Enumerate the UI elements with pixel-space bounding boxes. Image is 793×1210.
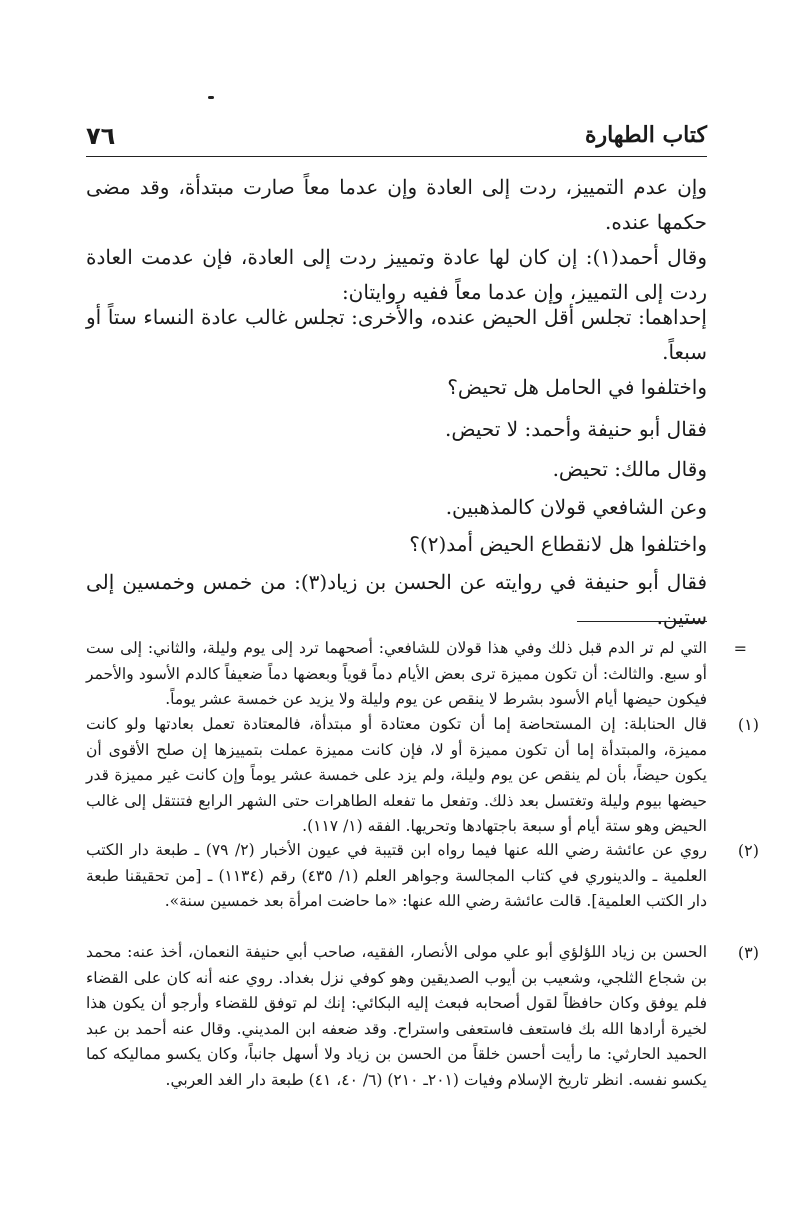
footnote-1 [86, 712, 759, 840]
footnote-number: (٣) [737, 943, 759, 962]
main-paragraph-2: وقال أحمد(١): إن كان لها عادة وتمييز ردت إلى العادة، فإن عدمت العادة ردت إلى التمييز، وإن عدما معاً ففيه روايتان: [86, 245, 708, 304]
footnote-text: روي عن عائشة رضي الله عنها فيما رواه ابن قتيبة في عيون الأخبار (٢/ ٧٩) ـ طبعة دار الكتب العلمية ـ والدينوري في كتاب المجالسة وجواهر العلم (١/ ٤٣٥) رقم (١١٣٤) ـ [من تحقيقنا طبعة دار الكتب العلمية]. قالت عائشة رضي الله عنها: «ما حاضت امرأة بعد خمسين سنة». [86, 841, 707, 910]
continuation-mark: = [733, 639, 747, 658]
main-paragraph-6: وقال مالك: تحيض. [552, 457, 707, 481]
main-paragraph-3: إحداهما: تجلس أقل الحيض عنده، والأخرى: تجلس غالب عادة النساء ستاً أو سبعاً. [86, 305, 707, 364]
footnote-continuation [86, 636, 747, 713]
page-number: ٧٦ [86, 122, 116, 150]
footnote-text: قال الحنابلة: إن المستحاضة إما أن تكون معتادة أو مبتدأة، فالمعتادة تعمل بعادتها ولو كانت مميزة، والمبتدأة إما أن تكون مميزة أو لا، فإن كانت مميزة عملت بتمييزها إن صلح الأقوى أن يكون حيضاً، بأن لم ينقص عن يوم وليلة، ولم يزد على خمسة عشر يوماً وإن كانت غير مميزة قدر حيضها بيوم وليلة وتغتسل بعد ذلك. وتفعل ما تفعله الطاهرات حتى الشهر الرابع فتنتقل إلى غالب الحيض وهو ستة أيام أو سبعة باجتهادها وتحريها. الفقه (١/ ١١٧). [86, 715, 707, 835]
main-paragraph-8: واختلفوا هل لانقطاع الحيض أمد(٢)؟ [409, 532, 707, 556]
page-header [86, 120, 707, 157]
main-paragraph-7: وعن الشافعي قولان كالمذهبين. [445, 495, 707, 519]
book-title: كتاب الطهارة [584, 122, 707, 148]
footnote-continuation-text: التي لم تر الدم قبل ذلك وفي هذا قولان للشافعي: أصحهما ترد إلى يوم وليلة، والثاني: إلى ست أو سبع. والثالث: أن تكون مميزة ترى بعض الأيام دماً قوياً وبعضها دماً ضعيفاً كالدم الأسود والأحمر فيكون حيضها أيام الأسود بشرط لا ينقص عن يوم وليلة ولا يزيد عن خمسة عشر يوماً. [86, 639, 707, 708]
footnote-text: الحسن بن زياد اللؤلؤي أبو علي مولى الأنصار، الفقيه، صاحب أبي حنيفة النعمان، أخذ عنه: محمد بن شجاع الثلجي، وشعيب بن أيوب الصديقين وهو كوفي نزل بغداد. روي عنه أنه كان على القضاء فلم يوفق وكان حافظاً لقول أصحابه فبعث إليه البكائي: إنك لم توفق للقضاء وأرجو أن يكون هذا لخيرة أرادها الله بك فاستعف فاستعفى واستراح. وقد ضعفه ابن المديني. وقال عنه أحمد بن عبد الحميد الحارثي: ما رأيت أحسن خلقاً من الحسن بن زياد ولا أسهل جانباً، وكان يكسو مماليكه كما يكسو نفسه. انظر تاريخ الإسلام وفيات (٢٠١ـ ٢١٠) (٦/ ٤٠، ٤١) طبعة دار الغد العربي. [86, 943, 707, 1089]
footnote-number: (١) [737, 715, 759, 734]
main-paragraph-1: وإن عدم التمييز، ردت إلى العادة وإن عدما معاً صارت مبتدأة، وقد مضى حكمها عنده. [86, 175, 707, 234]
main-paragraph-5: فقال أبو حنيفة وأحمد: لا تحيض. [445, 417, 707, 441]
footnote-number: (٢) [737, 841, 759, 860]
main-paragraph-4: واختلفوا في الحامل هل تحيض؟ [447, 375, 707, 399]
footnote-3 [86, 940, 759, 1093]
footnote-2 [86, 838, 759, 915]
footnote-separator [577, 621, 707, 622]
ink-mark [208, 96, 214, 99]
main-paragraph-9: فقال أبو حنيفة في روايته عن الحسن بن زياد(٣): من خمس وخمسين إلى ستين. [86, 570, 707, 629]
